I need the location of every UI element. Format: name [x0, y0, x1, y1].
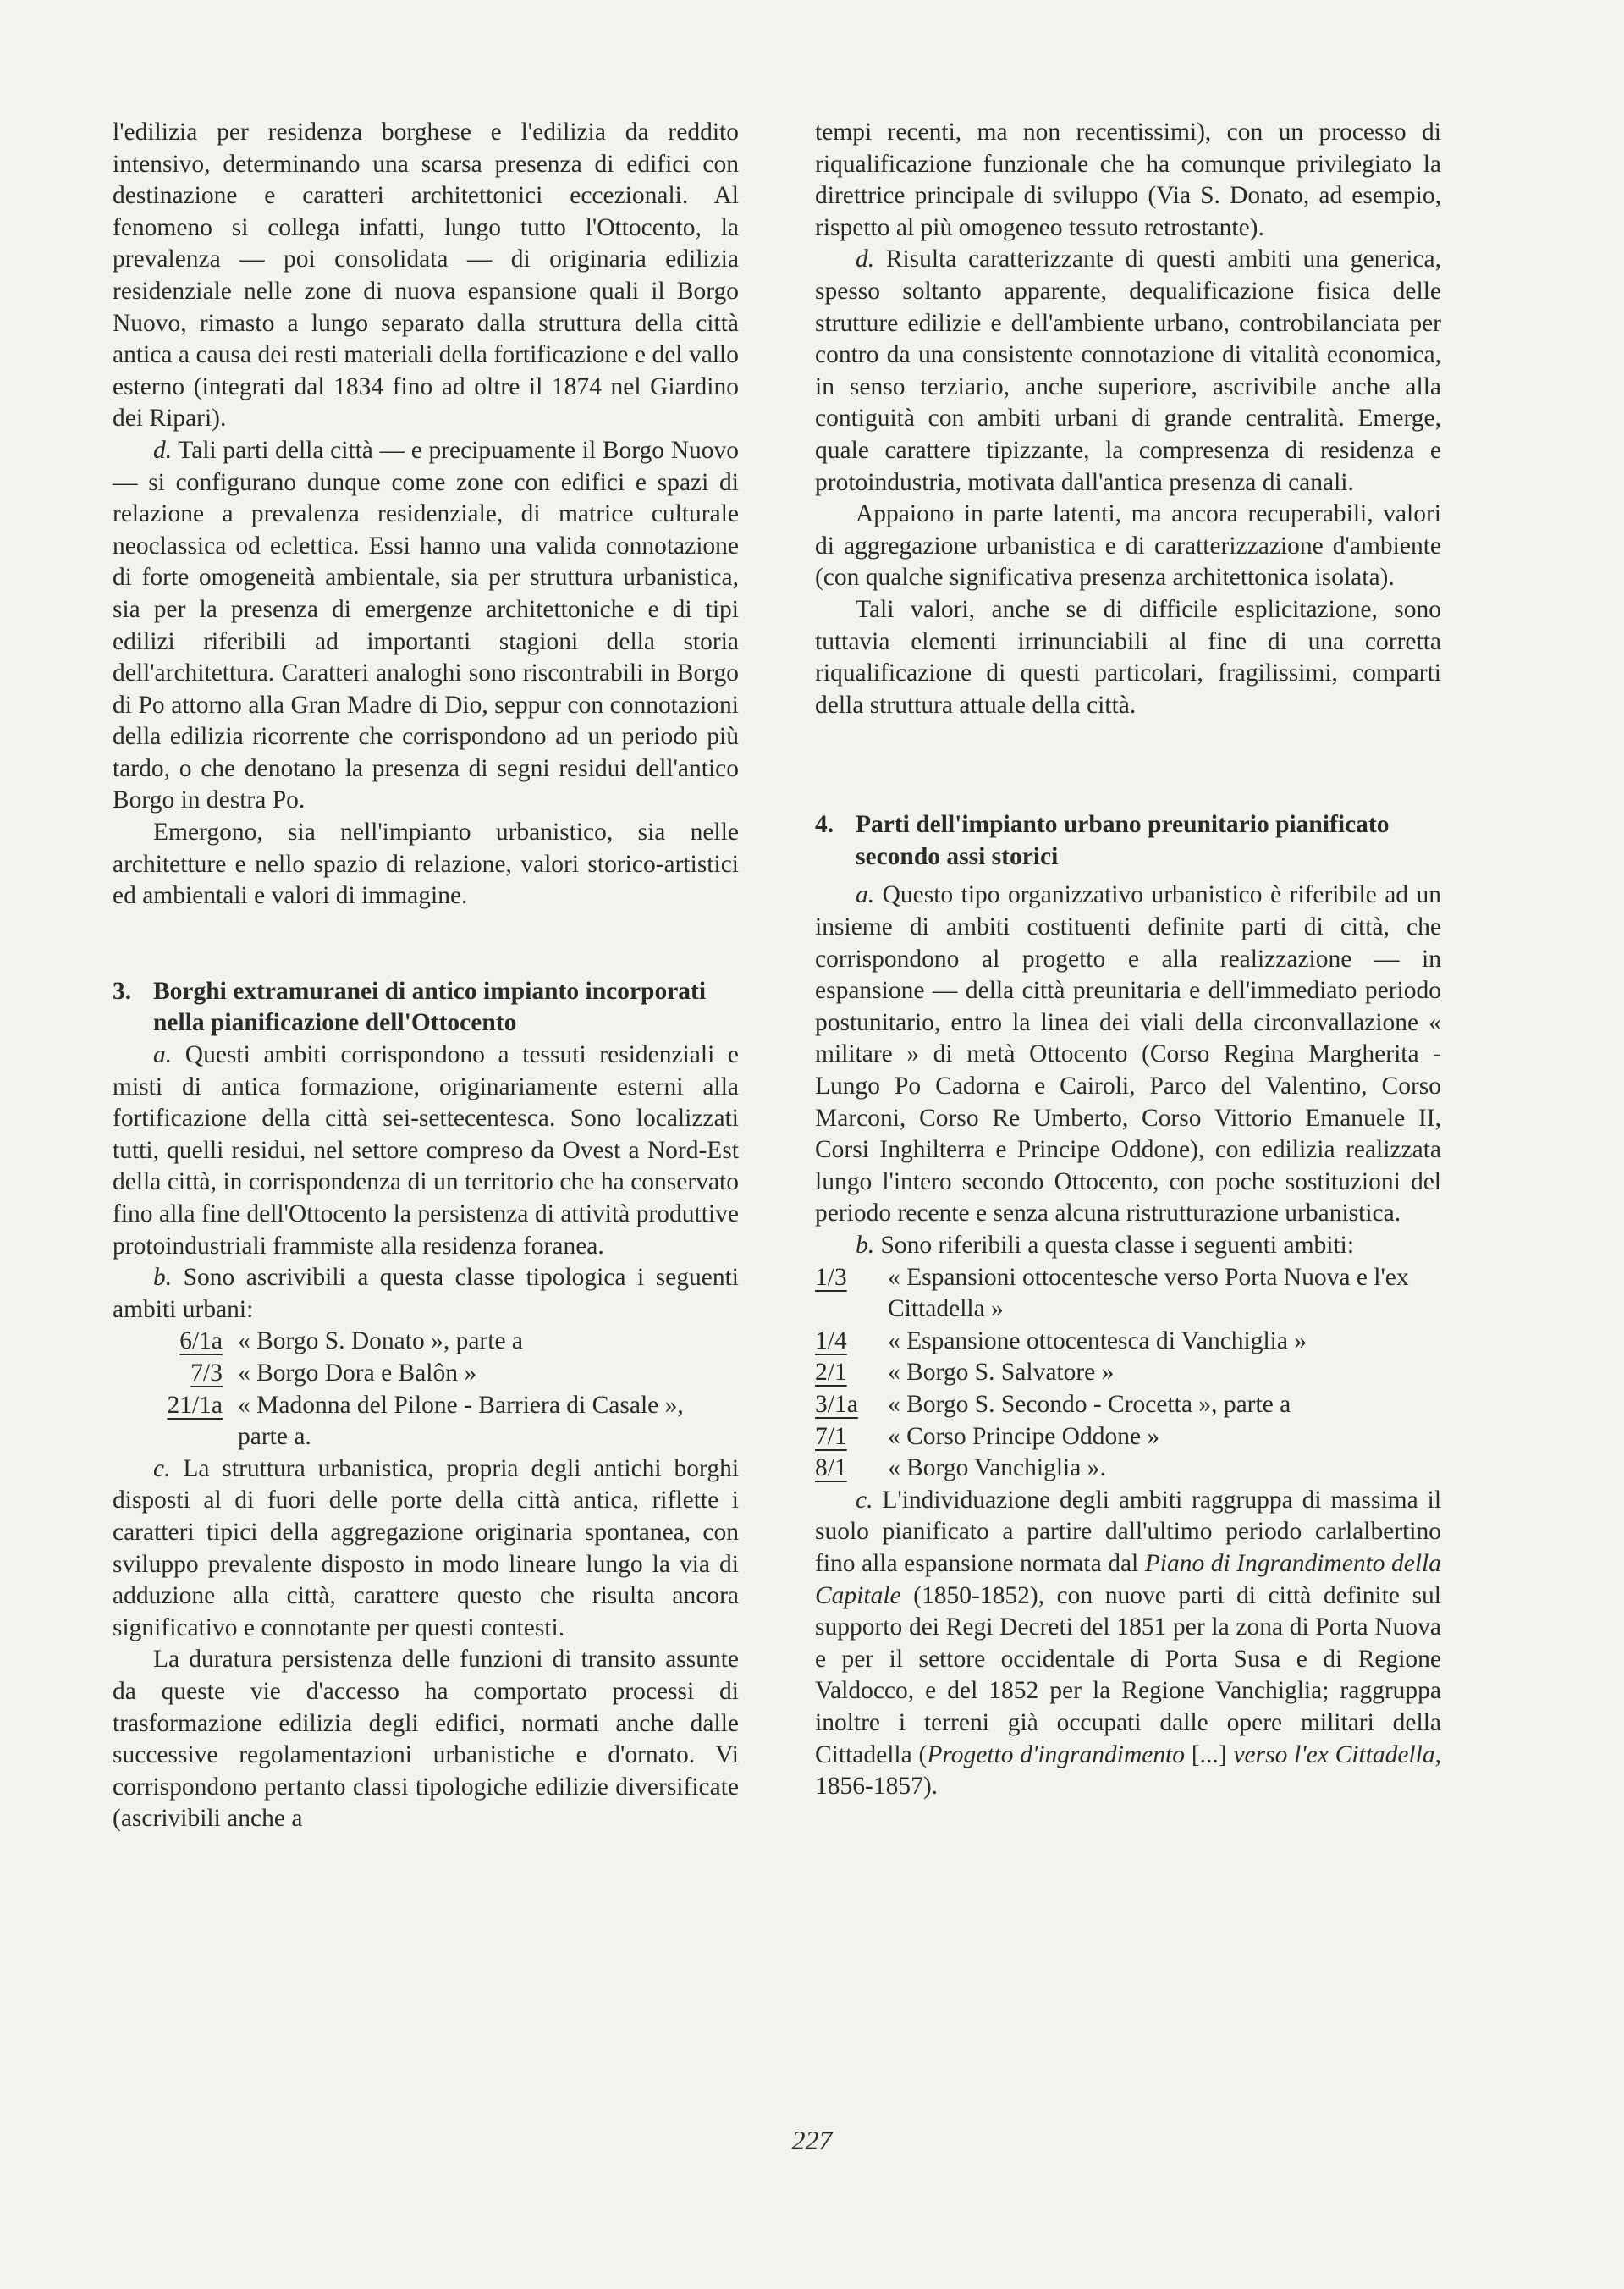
paragraph-text: (1850-1852), con nuove parti di città definite sul supporto dei Regi Decreti del 1851 per la zona di Porta Nuova e per il settore occidentale di Porta Susa e di Regione Valdocco, e del 1852 per la Regione Vanchiglia; raggruppa inoltre i terreni già occupati dalle opere militari della Cittadella ( [815, 1581, 1441, 1768]
paragraph-text: [...] [1185, 1740, 1234, 1768]
paragraph-text: La struttura urbanistica, propria degli antichi borghi disposti al di fuori delle porte della città antica, riflette i caratteri tipici della aggregazione originaria spontanea, con sviluppo prevalente disposto in modo lineare lungo la via di adduzione alla città, carattere questo che risulta ancora significativo e connotante per questi contesti. [113, 1454, 740, 1641]
paragraph [113, 1453, 739, 1645]
ambito-item [815, 1389, 1441, 1421]
paragraph [113, 435, 739, 817]
page-number: 227 [791, 2125, 833, 2155]
section-heading-3 [113, 976, 739, 1040]
section-title: Parti dell'impianto urbano preunitario pianificato secondo assi storici [856, 811, 1390, 870]
paragraph-text: Tali parti della città — e precipuamente il Borgo Nuovo — si configurano dunque come zone con edifici e spazi di relazione a prevalenza residenziale, di matrice culturale neoclassica od eclettica. Essi hanno una valida connotazione di forte omogeneità ambientale, sia per struttura urbanistica, sia per la presenza di emergenze architettoniche e di tipi edilizi riferibili ad importanti stagioni della storia dell'architettura. Caratteri analoghi sono riscontrabili in Borgo di Po attorno alla Gran Madre di Dio, seppur con connotazioni della edilizia ricorrente che corrispondono ad un periodo più tardo, o che denotano la presenza di segni residui dell'antico Borgo in destra Po. [113, 436, 740, 814]
ambito-code: 2/1 [815, 1359, 847, 1387]
section-number: 3. [113, 977, 132, 1005]
spacer [815, 873, 1441, 880]
section-title: Borghi extramuranei di antico impianto incorporati nella pianificazione dell'Ottocento [153, 977, 707, 1037]
paragraph: Appaiono in parte latenti, ma ancora recuperabili, valori di aggregazione urbanistica e di caratterizzazione d'ambiente (con qualche significativa presenza architettonica isolata). [815, 500, 1441, 592]
ambito-code: 1/3 [815, 1263, 847, 1291]
ambito-code: 1/4 [815, 1327, 847, 1354]
ambito-code: 21/1a [167, 1391, 223, 1419]
paragraph-text: Sono ascrivibili a questa classe tipologica i seguenti ambiti urbani: [113, 1264, 739, 1323]
paragraph-text: Questo tipo organizzativo urbanistico è riferibile ad un insieme di ambiti costituenti definite parti di città, che corrispondono al progetto e alla realizzazione — in espansione — della città preunitaria e dell'immediato periodo postunitario, entro la linea dei viali della circonvallazione « militare » di metà Ottocento (Corso Regina Margherita - Lungo Po Cadorna e Cairoli, Parco del Valentino, Corso Marconi, Corso Re Umberto, Corso Vittorio Emanuele II, Corsi Inghilterra e Principe Oddone), con edilizia realizzata lungo l'intero secondo Ottocento, con poche sostituzioni del periodo recente e senza alcuna ristrutturazione urbanistica. [815, 881, 1441, 1227]
item-letter: d. [856, 245, 875, 273]
paragraph-text: 1856-1857). [815, 1773, 939, 1801]
section-heading-4 [815, 809, 1441, 873]
ambito-desc: « Corso Principe Oddone » [888, 1422, 1160, 1450]
italic-title: Progetto d'ingrandimento [927, 1740, 1186, 1768]
paragraph [113, 1262, 739, 1326]
ambito-code: 7/1 [815, 1422, 847, 1450]
paragraph [815, 1485, 1441, 1803]
paragraph [815, 1230, 1441, 1262]
ambito-item [113, 1326, 739, 1358]
paragraph [815, 880, 1441, 1230]
ambito-item [815, 1357, 1441, 1389]
spacer [113, 913, 739, 976]
paragraph [815, 244, 1441, 499]
paragraph-text: Risulta caratterizzante di questi ambiti una generica, spesso soltanto apparente, dequalificazione fisica delle strutture edilizie e dell'ambiente urbano, controbilanciata per contro da una consistente connotazione di vitalità economica, in senso terziario, anche superiore, ascrivibile anche alla contiguità con ambiti urbani di grande centralità. Emerge, quale carattere tipizzante, la compresenza di residenza e protoindustria, motivata dall'antica presenza di canali. [815, 245, 1441, 496]
paragraph [113, 1040, 739, 1262]
ambito-desc: « Madonna del Pilone - Barriera di Casale », parte a. [238, 1391, 684, 1451]
paragraph-text: Questi ambiti corrispondono a tessuti residenziali e misti di antica formazione, originariamente esterni alla fortificazione della città sei-settecentesca. Sono localizzati tutti, quelli residui, nel settore compreso da Ovest a Nord-Est della città, in corrispondenza di un territorio che ha conservato fino alla fine dell'Ottocento la persistenza di attività produttive protoindustriali frammiste alla residenza foranea. [113, 1041, 740, 1260]
ambito-desc: « Borgo S. Salvatore » [888, 1359, 1115, 1387]
paragraph-text: L'individuazione degli ambiti raggruppa di massima il suolo pianificato a partire dall'ultimo periodo carlalbertino fino alla espansione normata dal [815, 1486, 1442, 1577]
italic-title: Piano di Ingrandimento della Capitale [815, 1549, 1441, 1609]
ambito-code: 6/1a [179, 1327, 223, 1355]
spacer [815, 721, 1441, 809]
item-letter: a. [153, 1041, 173, 1069]
ambito-desc: « Borgo S. Donato », parte a [238, 1327, 524, 1355]
item-letter: d. [153, 436, 173, 464]
right-column [815, 117, 1441, 1803]
section-number: 4. [815, 811, 834, 839]
ambito-code: 7/3 [190, 1359, 223, 1387]
ambito-code: 8/1 [815, 1454, 847, 1482]
ambito-item [113, 1390, 739, 1453]
ambito-code: 3/1a [815, 1390, 858, 1418]
paragraph-text: Sono riferibili a questa classe i seguenti ambiti: [880, 1232, 1355, 1259]
ambito-item [815, 1326, 1441, 1358]
paragraph: Emergono, sia nell'impianto urbanistico, sia nelle architetture e nello spazio di relazione, valori storico-artistici ed ambientali e valori di immagine. [113, 819, 739, 910]
paragraph: l'edilizia per residenza borghese e l'edilizia da reddito intensivo, determinando una scarsa presenza di edifici con destinazione e caratteri architettonici eccezionali. Al fenomeno si collega infatti, lungo tutto l'Ottocento, la prevalenza — poi consolidata — di originaria edilizia residenziale nelle zone di nuova espansione quali il Borgo Nuovo, rimasto a lungo separato dalla struttura della città antica a causa dei resti materiali della fortificazione e del vallo esterno (integrati dal 1834 fino ad oltre il 1874 nel Giardino dei Ripari). [113, 119, 739, 433]
item-letter: c. [153, 1454, 171, 1482]
ambito-desc: « Borgo Vanchiglia ». [888, 1454, 1106, 1482]
left-column [113, 117, 739, 1835]
ambito-item [815, 1453, 1441, 1485]
ambito-desc: « Espansione ottocentesca di Vanchiglia » [888, 1327, 1307, 1354]
ambito-item [113, 1358, 739, 1390]
item-letter: c. [856, 1486, 873, 1514]
ambito-item [815, 1421, 1441, 1453]
ambito-desc: « Espansioni ottocentesche verso Porta Nuova e l'ex Cittadella » [888, 1263, 1409, 1323]
paragraph: tempi recenti, ma non recentissimi), con un processo di riqualificazione funzionale che ha comunque privilegiato la direttrice principale di sviluppo (Via S. Donato, ad esempio, rispetto al più omogeneo tessuto retrostante). [815, 119, 1441, 241]
italic-title: verso l'ex Cittadella, [1233, 1740, 1442, 1768]
paragraph: Tali valori, anche se di difficile esplicitazione, sono tuttavia elementi irrinunciabili al fine di una corretta riqualificazione di questi particolari, fragilissimi, comparti della struttura attuale della città. [815, 595, 1441, 719]
item-letter: a. [856, 881, 875, 909]
item-letter: b. [856, 1232, 875, 1259]
ambito-desc: « Borgo Dora e Balôn » [238, 1359, 477, 1387]
item-letter: b. [153, 1264, 173, 1292]
ambito-desc: « Borgo S. Secondo - Crocetta », parte a [888, 1390, 1291, 1418]
paragraph: La duratura persistenza delle funzioni di transito assunte da queste vie d'accesso ha comportato processi di trasformazione edilizia degli edifici, normati anche dalle successive regolamentazioni urbanistiche e d'ornato. Vi corrispondono pertanto classi tipologiche edilizie diversificate (ascrivibili anche a [113, 1646, 739, 1833]
ambito-item [815, 1262, 1441, 1326]
